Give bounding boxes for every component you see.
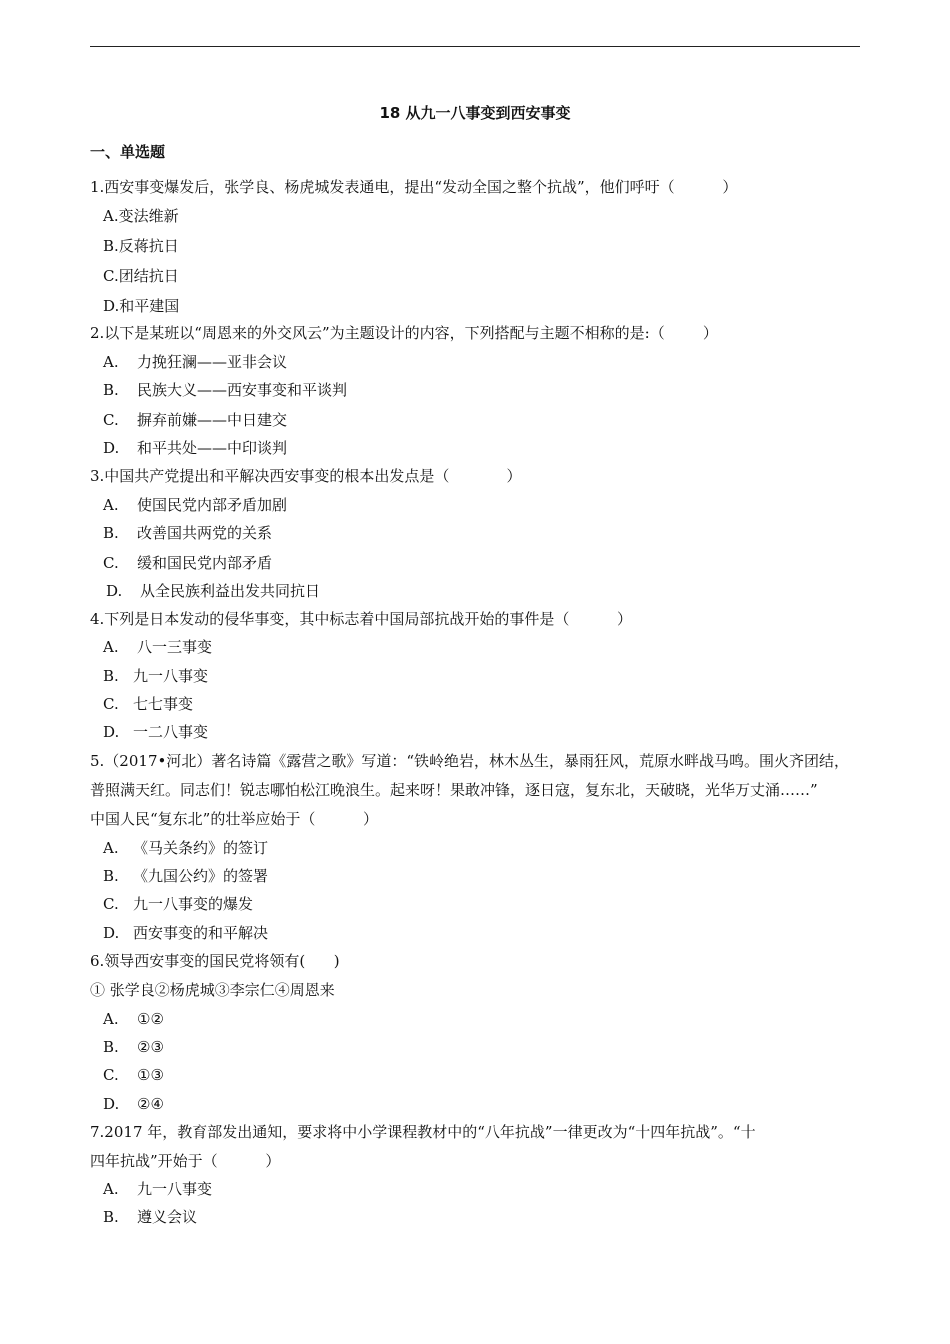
option-text: 七七事变: [133, 695, 194, 713]
option-label: B.: [103, 667, 119, 685]
q6-option-b[interactable]: [103, 1037, 164, 1057]
option-label: D.: [103, 297, 120, 315]
q1-option-b[interactable]: [103, 236, 179, 256]
option-text: 反蒋抗日: [118, 237, 179, 255]
option-label: C.: [103, 895, 119, 913]
question-5-stem-line-1: 5.（2017•河北）著名诗篇《露营之歌》写道：“铁岭绝岩，林木丛生，暴雨狂风，荒原水畔战马鸣。围火齐团结，: [90, 752, 850, 770]
option-label: D.: [103, 924, 120, 942]
q5-option-d[interactable]: [103, 923, 268, 943]
option-text: 和平建国: [119, 297, 180, 315]
option-label: C.: [103, 1066, 119, 1084]
option-label: A.: [103, 1010, 119, 1028]
q6-option-d[interactable]: [103, 1094, 164, 1114]
option-text: 遵义会议: [137, 1208, 198, 1226]
option-label: B.: [103, 1038, 119, 1056]
option-text: 团结抗日: [118, 267, 179, 285]
question-1-stem: 1.西安事变爆发后，张学良、杨虎城发表通电，提出“发动全国之整个抗战”，他们呼吁（ ）: [90, 178, 738, 196]
question-2-stem: 2.以下是某班以“周恩来的外交风云”为主题设计的内容，下列搭配与主题不相称的是:（ ）: [90, 324, 718, 342]
q2-option-b[interactable]: [103, 380, 347, 400]
option-text: ②④: [137, 1095, 164, 1113]
option-label: C.: [103, 554, 119, 572]
q6-option-c[interactable]: [103, 1065, 164, 1085]
section-heading: 一、单选题: [90, 143, 166, 161]
q2-option-a[interactable]: [103, 352, 287, 372]
option-label: C.: [103, 695, 119, 713]
option-text: 使国民党内部矛盾加剧: [137, 496, 288, 514]
option-label: A.: [103, 353, 119, 371]
q4-option-d[interactable]: [103, 722, 208, 742]
option-label: B.: [103, 867, 119, 885]
option-label: A.: [103, 638, 119, 656]
option-label: A.: [103, 207, 119, 225]
q7-option-b[interactable]: [103, 1207, 197, 1227]
option-text: 从全民族利益出发共同抗日: [140, 582, 321, 600]
option-label: C.: [103, 267, 119, 285]
q1-option-c[interactable]: [103, 266, 179, 286]
option-text: ②③: [137, 1038, 164, 1056]
option-text: 缓和国民党内部矛盾: [137, 554, 273, 572]
option-text: 力挽狂澜——亚非会议: [137, 353, 288, 371]
question-5-stem-line-2: 普照满天红。同志们！锐志哪怕松江晚浪生。起来呀！果敢冲锋，逐日寇，复东北，天破晓，光华万丈涌……”: [90, 781, 818, 799]
q3-option-a[interactable]: [103, 495, 287, 515]
option-label: D.: [103, 439, 120, 457]
question-3-stem: 3.中国共产党提出和平解决西安事变的根本出发点是（ ）: [90, 467, 522, 485]
q5-option-c[interactable]: [103, 894, 253, 914]
q4-option-a[interactable]: [103, 637, 212, 657]
option-label: B.: [103, 381, 119, 399]
q5-option-a[interactable]: [103, 838, 268, 858]
option-label: D.: [106, 582, 123, 600]
q4-option-c[interactable]: [103, 694, 193, 714]
option-text: 九一八事变: [137, 1180, 213, 1198]
option-text: 民族大义——西安事变和平谈判: [137, 381, 348, 399]
q6-option-a[interactable]: [103, 1009, 164, 1029]
q7-option-a[interactable]: [103, 1179, 212, 1199]
question-6-stem: 6.领导西安事变的国民党将领有( ): [90, 952, 340, 970]
option-text: 摒弃前嫌——中日建交: [137, 411, 288, 429]
q3-option-b[interactable]: [103, 523, 272, 543]
q1-option-d[interactable]: [103, 296, 179, 316]
option-label: B.: [103, 237, 119, 255]
question-4-stem: 4.下列是日本发动的侵华事变，其中标志着中国局部抗战开始的事件是（ ）: [90, 610, 632, 628]
q2-option-d[interactable]: [103, 438, 287, 458]
option-text: 西安事变的和平解决: [133, 924, 269, 942]
option-text: 九一八事变的爆发: [133, 895, 254, 913]
header-rule: [90, 46, 860, 47]
question-7-stem-line-2: 四年抗战”开始于（ ）: [90, 1152, 281, 1170]
option-text: 和平共处——中印谈判: [137, 439, 288, 457]
q5-option-b[interactable]: [103, 866, 268, 886]
option-label: A.: [103, 1180, 119, 1198]
question-6-items: ① 张学良②杨虎城③李宗仁④周恩来: [90, 981, 335, 999]
option-text: 《九国公约》的签署: [133, 867, 269, 885]
option-text: 八一三事变: [137, 638, 213, 656]
option-label: B.: [103, 1208, 119, 1226]
option-label: C.: [103, 411, 119, 429]
q2-option-c[interactable]: [103, 410, 287, 430]
option-text: ①②: [137, 1010, 164, 1028]
option-label: D.: [103, 1095, 120, 1113]
question-5-stem-line-3: 中国人民“复东北”的壮举应始于（ ）: [90, 810, 379, 828]
option-label: A.: [103, 496, 119, 514]
document-title: 18 从九一八事变到西安事变: [379, 104, 571, 122]
q4-option-b[interactable]: [103, 666, 208, 686]
option-text: 九一八事变: [133, 667, 209, 685]
option-text: 变法维新: [118, 207, 179, 225]
q3-option-d[interactable]: [106, 581, 320, 601]
q3-option-c[interactable]: [103, 553, 272, 573]
question-7-stem-line-1: 7.2017 年，教育部发出通知，要求将中小学课程教材中的“八年抗战”一律更改为“十四年抗战”。“十: [90, 1123, 756, 1141]
option-text: 改善国共两党的关系: [137, 524, 273, 542]
option-label: B.: [103, 524, 119, 542]
q1-option-a[interactable]: [103, 206, 179, 226]
option-label: D.: [103, 723, 120, 741]
option-text: ①③: [137, 1066, 164, 1084]
option-text: 《马关条约》的签订: [133, 839, 269, 857]
option-label: A.: [103, 839, 119, 857]
option-text: 一二八事变: [133, 723, 209, 741]
